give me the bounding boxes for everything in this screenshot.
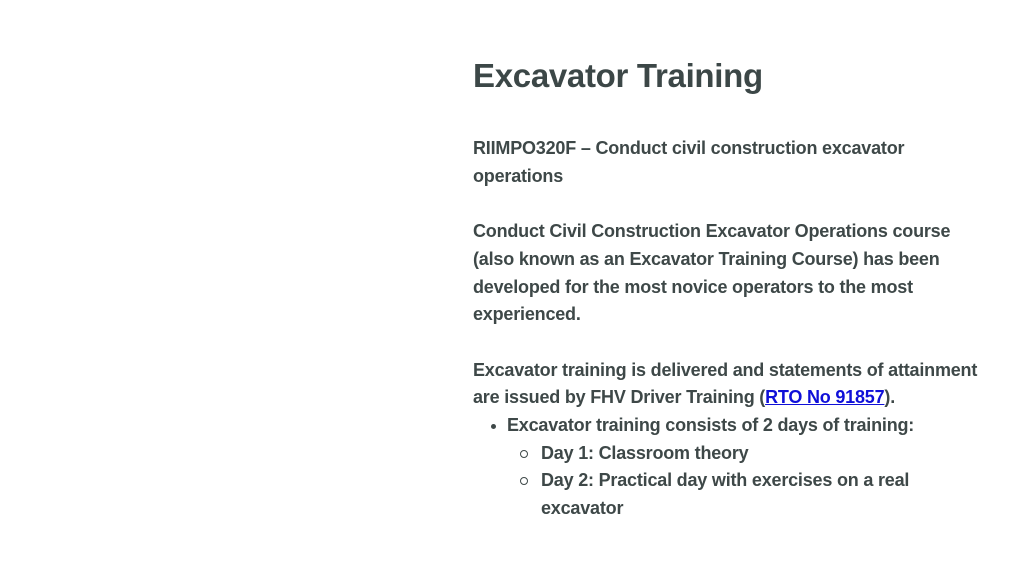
- list-item: [541, 467, 983, 522]
- training-list: [473, 412, 983, 523]
- rto-link[interactable]: RTO No 91857: [765, 387, 885, 408]
- delivery-paragraph: [473, 357, 983, 412]
- list-item: [541, 440, 983, 468]
- bullet-circle-icon: [520, 450, 528, 458]
- intro-paragraph: Conduct Civil Construction Excavator Operations course (also known as an Excavator Training Course) has been developed for the most novice operators to the most experienced.: [473, 221, 951, 325]
- training-sublist: [507, 440, 983, 523]
- list-item-text: Day 1: Classroom theory: [541, 442, 749, 463]
- page-title: Excavator Training: [473, 57, 763, 94]
- delivery-text-before: Excavator training is delivered and statements of attainment are issued by FHV Driver Training (: [473, 359, 978, 408]
- delivery-text-after: ).: [884, 387, 896, 408]
- main-content: [473, 54, 983, 523]
- course-code-line: RIIMPO320F – Conduct civil construction excavator operations: [473, 138, 905, 186]
- bullet-circle-icon: [520, 477, 528, 485]
- list-item-text: Day 2: Practical day with exercises on a real excavator: [541, 470, 910, 519]
- bullet-disc-icon: [491, 424, 496, 429]
- list-item: [507, 412, 983, 523]
- list-item-text: Excavator training consists of 2 days of training:: [507, 415, 915, 435]
